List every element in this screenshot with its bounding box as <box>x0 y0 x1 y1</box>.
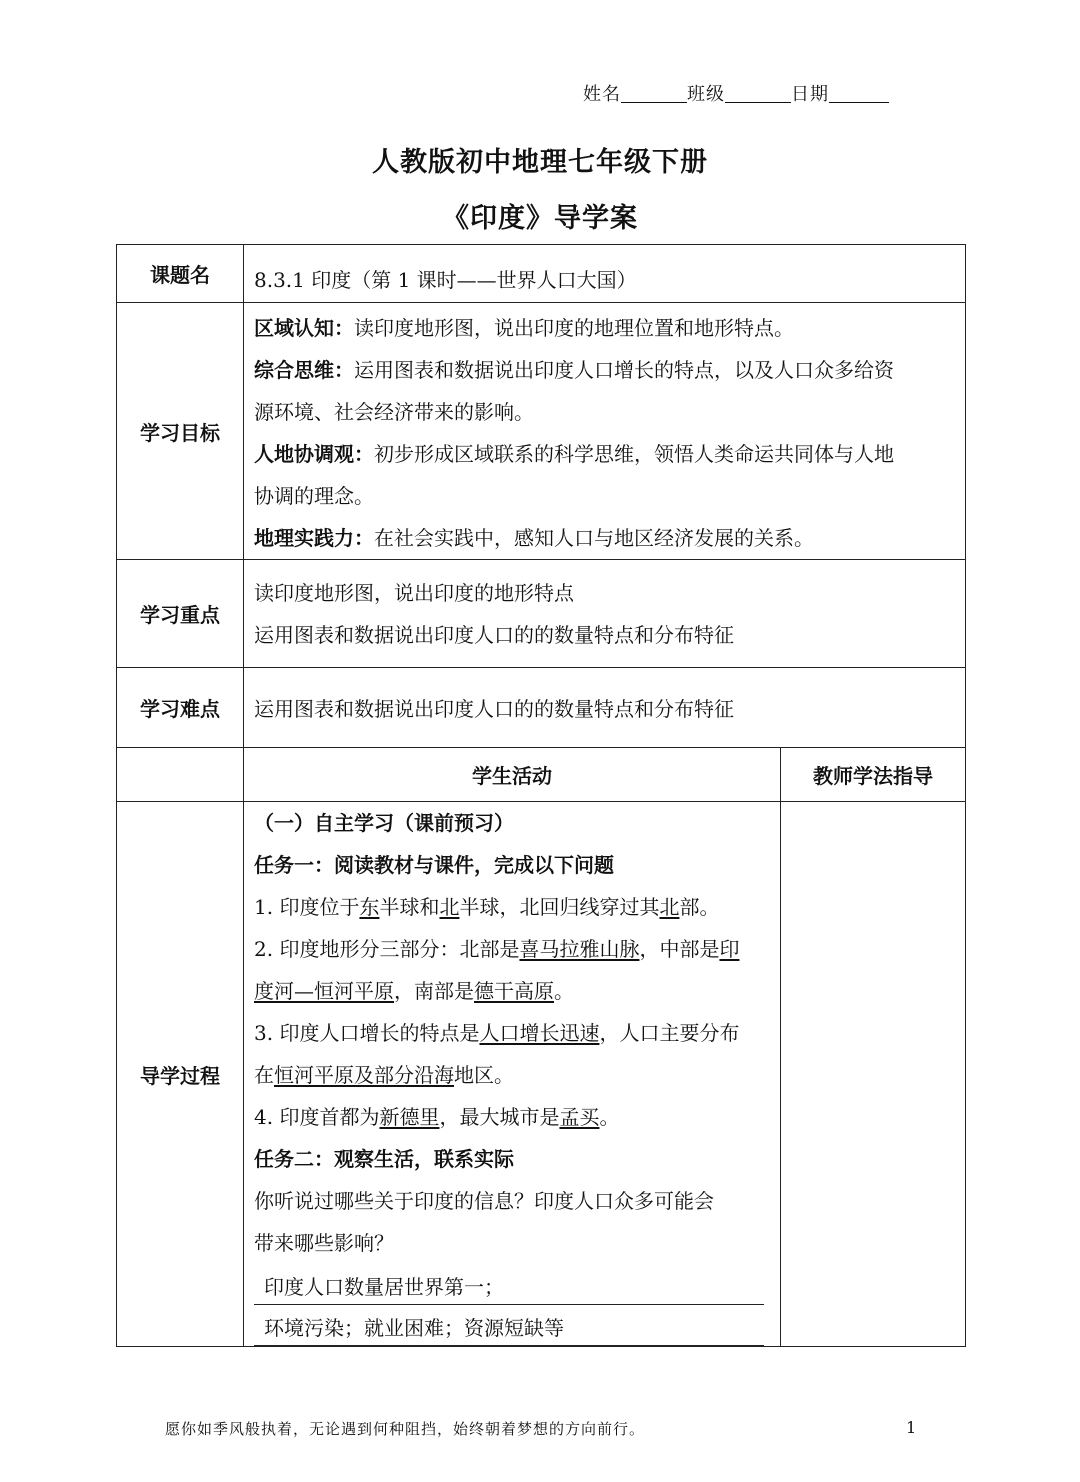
page-number: 1 <box>906 1418 917 1437</box>
process-label: 导学过程 <box>117 802 244 1347</box>
key-points-content <box>244 560 966 668</box>
teacher-guidance-content[interactable] <box>781 802 966 1347</box>
answer-blank: 度河—恒河平原 <box>254 979 394 1003</box>
key-points-label: 学习重点 <box>117 560 244 668</box>
student-info-fields <box>583 80 889 106</box>
answer-blank: 北 <box>659 895 680 919</box>
answer-blank: 孟买 <box>559 1105 600 1129</box>
objective-item-cont: 协调的理念。 <box>254 484 374 508</box>
answer-blank: 恒河平原及部分沿海 <box>274 1063 454 1087</box>
answer-blank: 人口增长迅速 <box>479 1021 600 1045</box>
footer-motto: 愿你如季风般执着，无论遇到何种阻挡，始终朝着梦想的方向前行。 <box>165 1420 646 1438</box>
task-two-question: 你听说过哪些关于印度的信息？印度人口众多可能会 <box>254 1189 714 1213</box>
answer-blank: 东 <box>359 895 380 919</box>
answer-blank: 印 <box>719 937 740 961</box>
answer-line[interactable]: 印度人口数量居世界第一； <box>254 1270 764 1305</box>
difficulties-row <box>117 668 966 748</box>
page-subtitle: 《印度》导学案 <box>442 203 638 234</box>
date-blank[interactable] <box>829 84 889 103</box>
difficulties-label: 学习难点 <box>117 668 244 748</box>
key-point: 读印度地形图，说出印度的地形特点 <box>254 580 574 605</box>
objectives-label: 学习目标 <box>117 303 244 560</box>
question-3: 3. 印度人口增长的特点是人口增长迅速，人口主要分布 <box>254 1021 740 1045</box>
answer-blank: 喜马拉雅山脉 <box>519 937 640 961</box>
objective-item: 区域认知：读印度地形图，说出印度的地理位置和地形特点。 <box>254 316 794 340</box>
topic-row <box>117 245 966 303</box>
question-1: 1. 印度位于东半球和北半球，北回归线穿过其北部。 <box>254 895 720 919</box>
key-point: 运用图表和数据说出印度人口的的数量特点和分布特征 <box>254 622 734 647</box>
question-4: 4. 印度首都为新德里，最大城市是孟买。 <box>254 1105 620 1129</box>
answer-line[interactable]: 环境污染；就业困难；资源短缺等 <box>254 1311 764 1346</box>
column-header-row <box>117 748 966 802</box>
question-2: 2. 印度地形分三部分：北部是喜马拉雅山脉，中部是印 <box>254 937 740 961</box>
name-label: 姓名 <box>583 84 621 105</box>
objective-item-cont: 源环境、社会经济带来的影响。 <box>254 400 534 424</box>
objectives-content <box>244 303 966 560</box>
page-title: 人教版初中地理七年级下册 <box>372 147 708 178</box>
answer-blank: 德干高原 <box>474 979 554 1003</box>
objectives-row <box>117 303 966 560</box>
topic-value: 8.3.1 印度（第 1 课时——世界人口大国） <box>244 245 966 303</box>
question-3-cont: 在恒河平原及部分沿海地区。 <box>254 1063 514 1087</box>
lesson-plan-table <box>116 244 966 1347</box>
objective-item: 地理实践力：在社会实践中，感知人口与地区经济发展的关系。 <box>254 526 814 550</box>
key-points-row <box>117 560 966 668</box>
class-label: 班级 <box>687 84 725 105</box>
answer-blank: 北 <box>439 895 460 919</box>
question-2-cont: 度河—恒河平原，南部是德干高原。 <box>254 979 574 1003</box>
date-label: 日期 <box>791 84 829 105</box>
process-row <box>117 802 966 1347</box>
name-blank[interactable] <box>621 84 687 103</box>
difficulties-content: 运用图表和数据说出印度人口的的数量特点和分布特征 <box>244 668 966 748</box>
empty-header-cell <box>117 748 244 802</box>
objective-item: 人地协调观：初步形成区域联系的科学思维，领悟人类命运共同体与人地 <box>254 442 894 466</box>
student-activity-content <box>244 802 781 1347</box>
objective-item: 综合思维：运用图表和数据说出印度人口增长的特点，以及人口众多给资 <box>254 358 894 382</box>
teacher-guidance-header: 教师学法指导 <box>781 748 966 802</box>
answer-blank: 新德里 <box>379 1105 440 1129</box>
section-heading: （一）自主学习（课前预习） <box>254 811 514 835</box>
class-blank[interactable] <box>725 84 791 103</box>
task-two-question-cont: 带来哪些影响？ <box>254 1231 394 1255</box>
student-activity-header: 学生活动 <box>244 748 781 802</box>
topic-label: 课题名 <box>117 245 244 303</box>
task-one-heading: 任务一：阅读教材与课件，完成以下问题 <box>254 853 614 877</box>
task-two-heading: 任务二：观察生活，联系实际 <box>254 1147 514 1171</box>
